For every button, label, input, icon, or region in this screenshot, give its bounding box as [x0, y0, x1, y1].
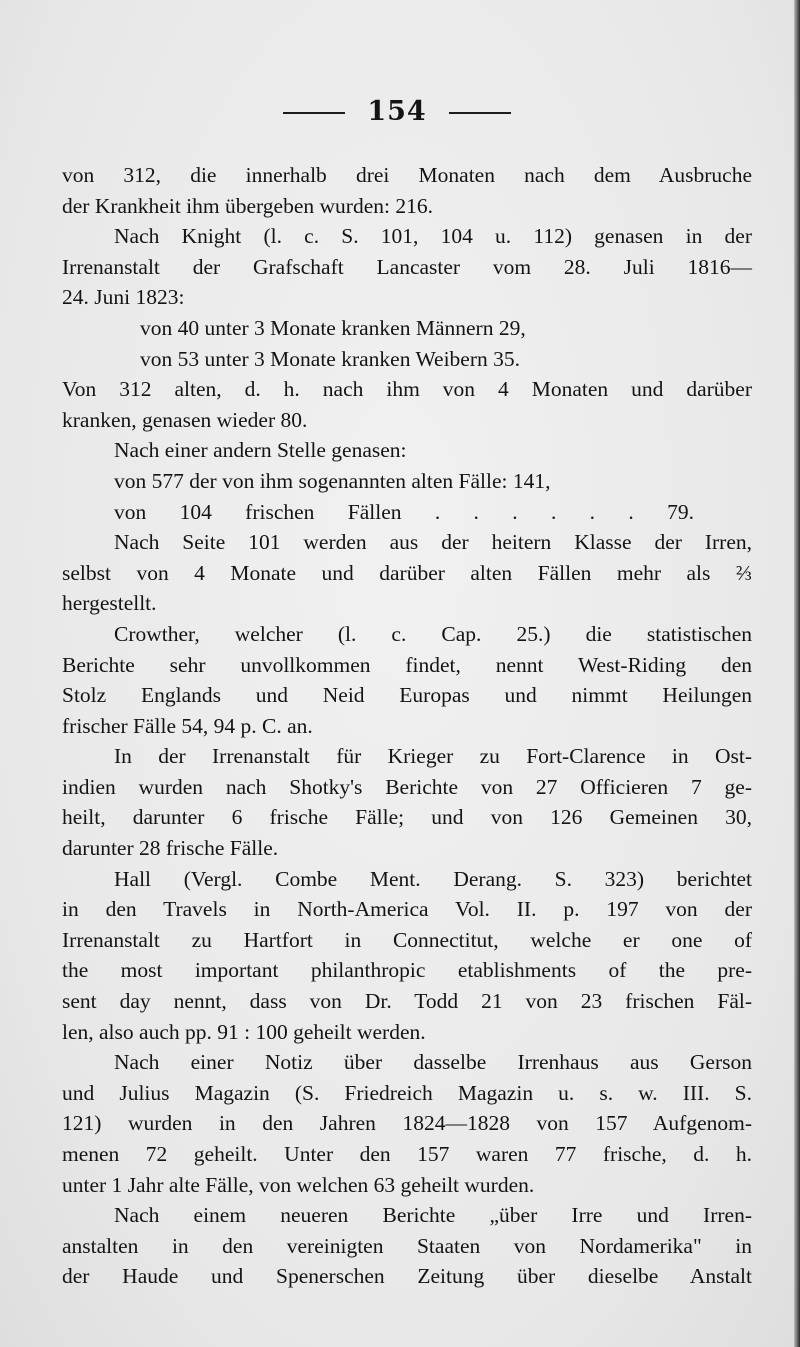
text-line: frischer Fälle 54, 94 p. C. an.: [62, 713, 313, 738]
text-line: In der Irrenanstalt für Krieger zu Fort-Clarence in Ost-: [114, 744, 752, 769]
text-line: Nach einer Notiz über dasselbe Irrenhaus aus Gerson: [114, 1050, 752, 1075]
text-line: indien wurden nach Shotky's Berichte von 27 Officieren 7 ge-: [62, 774, 752, 799]
text-line: Nach Seite 101 werden aus der heitern Klasse der Irren,: [114, 530, 752, 555]
text-line: von 104 frischen Fällen . . . . . . 79.: [114, 499, 694, 524]
text-line: der Haude und Spenerschen Zeitung über dieselbe Anstalt: [62, 1264, 752, 1289]
text-line: anstalten in den vereinigten Staaten von Nordamerika" in: [62, 1233, 752, 1258]
header-rule-left: [283, 112, 345, 114]
text-line: Nach Knight (l. c. S. 101, 104 u. 112) genasen in der: [114, 224, 752, 249]
text-line: heilt, darunter 6 frische Fälle; und von 126 Gemeinen 30,: [62, 805, 752, 830]
text-line: len, also auch pp. 91 : 100 geheilt werden.: [62, 1019, 426, 1044]
text-line: Nach einem neueren Berichte „über Irre und Irren-: [114, 1203, 752, 1228]
text-line: der Krankheit ihm übergeben wurden: 216.: [62, 193, 433, 218]
text-line: darunter 28 frische Fälle.: [62, 836, 279, 861]
text-line: in den Travels in North-America Vol. II. p. 197 von der: [62, 897, 752, 922]
text-line: kranken, genasen wieder 80.: [62, 407, 308, 432]
text-line: von 577 der von ihm sogenannten alten Fälle: 141,: [114, 468, 551, 493]
text-line: 24. Juni 1823:: [62, 285, 185, 310]
text-line: von 53 unter 3 Monate kranken Weibern 35.: [140, 346, 520, 371]
text-line: und Julius Magazin (S. Friedreich Magazin u. s. w. III. S.: [62, 1080, 752, 1105]
text-line: hergestellt.: [62, 591, 157, 616]
text-line: Irrenanstalt zu Hartfort in Connectitut, welche er one of: [62, 927, 752, 952]
header-rule-right: [449, 112, 511, 114]
text-line: Berichte sehr unvollkommen findet, nennt West-Riding den: [62, 652, 752, 677]
text-line: unter 1 Jahr alte Fälle, von welchen 63 geheilt wurden.: [62, 1172, 535, 1197]
page-edge-shadow: [794, 0, 800, 1347]
text-line: von 40 unter 3 Monate kranken Männern 29,: [140, 315, 526, 340]
text-line: 121) wurden in den Jahren 1824—1828 von 157 Aufgenom-: [62, 1111, 752, 1136]
text-line: Crowther, welcher (l. c. Cap. 25.) die statistischen: [114, 621, 752, 646]
text-line: sent day nennt, dass von Dr. Todd 21 von 23 frischen Fäl-: [62, 989, 752, 1014]
text-line: menen 72 geheilt. Unter den 157 waren 77 frische, d. h.: [62, 1142, 752, 1166]
page-number: 154: [367, 96, 427, 127]
page-header: [0, 96, 794, 127]
text-line: Stolz Englands und Neid Europas und nimmt Heilungen: [62, 683, 752, 708]
text-line: Hall (Vergl. Combe Ment. Derang. S. 323) berichtet: [114, 866, 752, 891]
text-line: Nach einer andern Stelle genasen:: [114, 438, 407, 463]
text-line: Von 312 alten, d. h. nach ihm von 4 Monaten und darüber: [62, 377, 752, 402]
page-body: [62, 160, 752, 1292]
text-line: Irrenanstalt der Grafschaft Lancaster vom 28. Juli 1816—: [62, 254, 752, 279]
text-line: the most important philanthropic etablishments of the pre-: [62, 958, 752, 983]
text-line: selbst von 4 Monate und darüber alten Fällen mehr als ⅔: [62, 560, 752, 585]
text-line: von 312, die innerhalb drei Monaten nach dem Ausbruche: [62, 163, 752, 187]
